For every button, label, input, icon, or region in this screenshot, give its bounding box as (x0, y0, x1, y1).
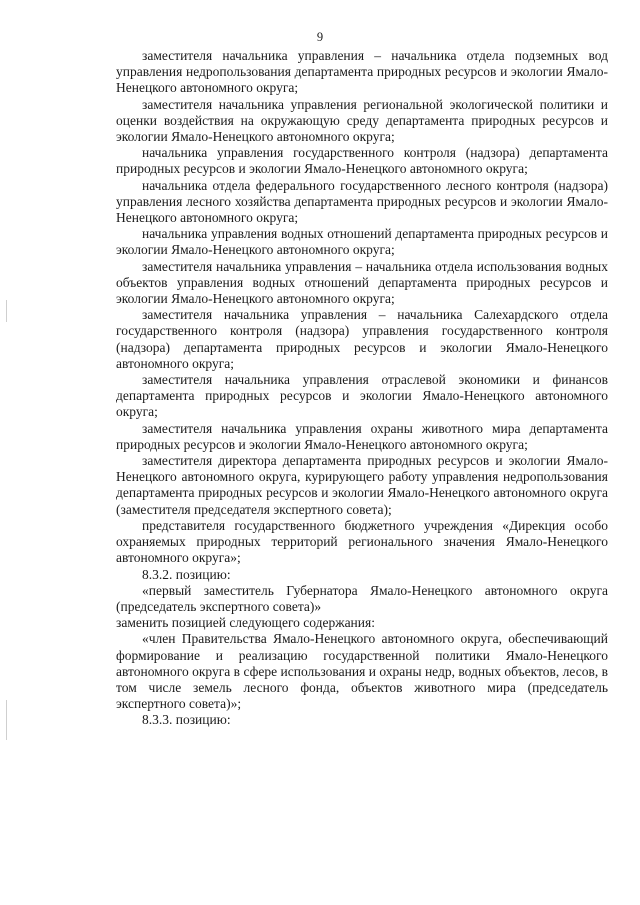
paragraph: представителя государственного бюджетного учреждения «Дирекция особо охраняемых природных территорий регионального значения Ямало-Ненецкого автономного округа»; (116, 517, 608, 566)
scan-artifact (6, 300, 7, 322)
paragraph: заместителя начальника управления отраслевой экономики и финансов департамента природных ресурсов и экологии Ямало-Ненецкого автономного округа; (116, 372, 608, 420)
paragraph: заместителя начальника управления охраны животного мира департамента природных ресурсов и экологии Ямало-Ненецкого автономного округа; (116, 420, 608, 452)
scan-artifact (6, 700, 7, 740)
clause-heading: 8.3.3. позицию: (142, 712, 231, 728)
paragraph: заместителя начальника управления – начальника отдела подземных вод управления недропользования департамента природных ресурсов и экологии Ямало-Ненецкого автономного округа; (116, 48, 608, 96)
paragraph: заместителя начальника управления – начальника Салехардского отдела государственного контроля (надзора) управления государственного контроля (надзора) департамента природных ресурсов и экологии Ямало-Ненецкого автономного округа; (116, 307, 608, 371)
paragraph: заместителя начальника управления – начальника отдела использования водных объектов управления водных отношений департамента природных ресурсов и экологии Ямало-Ненецкого автономного округа; (116, 258, 608, 307)
paragraph: заместителя директора департамента природных ресурсов и экологии Ямало-Ненецкого автономного округа, курирующего работу управления недропользования департамента природных ресурсов и экологии Ямало-Ненецкого автономного округа (заместителя председателя экспертного совета); (116, 453, 608, 517)
paragraph: начальника управления водных отношений департамента природных ресурсов и экологии Ямало-Ненецкого автономного округа; (116, 226, 608, 258)
quoted-position-old: «первый заместитель Губернатора Ямало-Ненецкого автономного округа (председатель экспертного совета)» (116, 582, 608, 614)
page-number: 9 (316, 30, 324, 44)
quoted-position-new: «член Правительства Ямало-Ненецкого автономного округа, обеспечивающий формирование и реализацию государственной политики Ямало-Ненецкого автономного округа в сфере использования и охраны недр, водных объектов, лесов, в том числе земель лесного фонда, объектов животного мира (председатель экспертного совета)»; (116, 631, 608, 712)
paragraph: начальника управления государственного контроля (надзора) департамента природных ресурсов и экологии Ямало-Ненецкого автономного округа; (116, 145, 608, 177)
replace-instruction: заменить позицией следующего содержания: (116, 615, 375, 631)
paragraph: начальника отдела федерального государственного лесного контроля (надзора) управления лесного хозяйства департамента природных ресурсов и экологии Ямало-Ненецкого автономного округа; (116, 177, 608, 226)
clause-heading: 8.3.2. позицию: (142, 566, 231, 582)
document-body (116, 48, 608, 729)
paragraph: заместителя начальника управления региональной экологической политики и оценки воздействия на окружающую среду департамента природных ресурсов и экологии Ямало-Ненецкого автономного округа; (116, 96, 608, 145)
